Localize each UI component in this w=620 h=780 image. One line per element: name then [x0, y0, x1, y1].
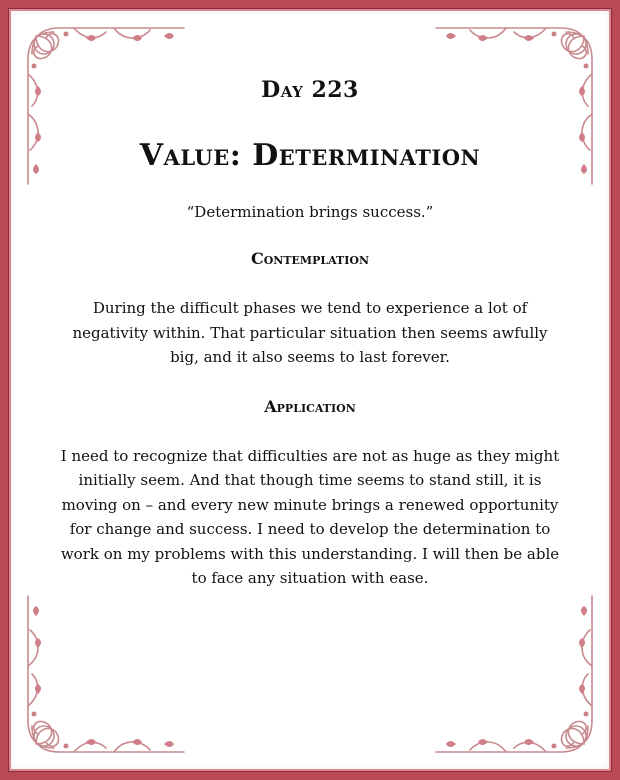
value-quote: “Determination brings success.”: [186, 203, 434, 221]
page-content: [60, 70, 560, 591]
value-title: Value: Determination: [139, 138, 481, 173]
day-label: Day 223: [261, 77, 359, 103]
corner-ornament-bottom-right: [426, 586, 606, 766]
application-heading: Application: [264, 396, 356, 416]
contemplation-text: During the difficult phases we tend to experience a lot of negativity within. That particular situation then seems awfully big, and it also seems to last forever.: [72, 299, 548, 366]
corner-ornament-bottom-left: [14, 586, 194, 766]
application-text: I need to recognize that difficulties are not as huge as they might initially seem. And that though time seems to stand still, it is moving on – and every new minute brings a renewed opportunity for change and success. I need to develop the determination to work on my problems with this understanding. I will then be able to face any situation with ease.: [60, 446, 560, 587]
contemplation-heading: Contemplation: [250, 249, 370, 268]
